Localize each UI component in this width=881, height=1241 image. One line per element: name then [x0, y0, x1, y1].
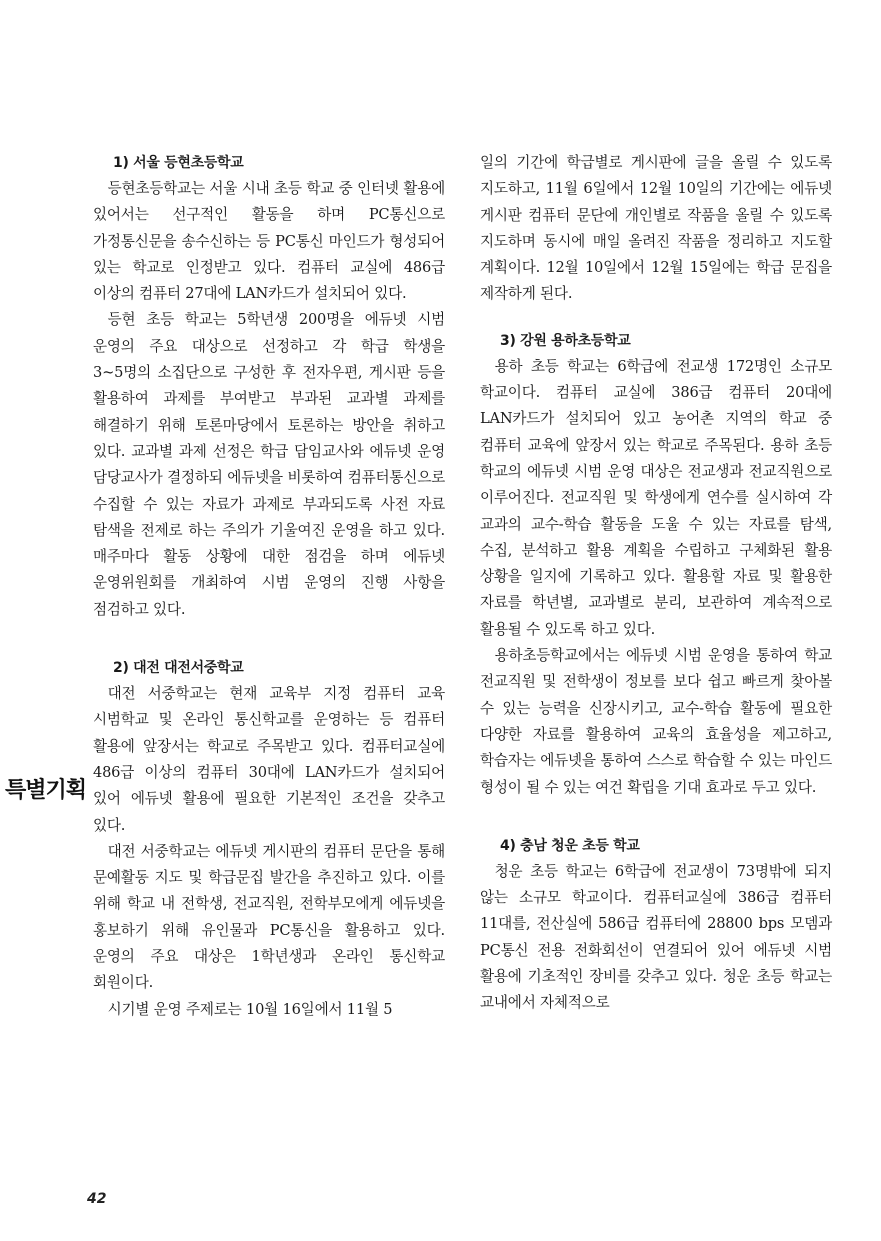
paragraph: 용하 초등 학교는 6학급에 전교생 172명인 소규모 학교이다. 컴퓨터 교실에 386급 컴퓨터 20대에 LAN카드가 설치되어 있고 농어촌 지역의 학교 중 컴퓨터 교육에 앞장서 있는 학교로 주목된다. 용하 초등 학교의 에듀넷 시범 운영 대상은 전교생과 전교직원으로 이루어진다. 전교직원 및 학생에게 연수를 실시하여 각 교과의 교수-학습 활동을 도울 수 있는 자료를 탐색, 수집, 분석하고 활용 계획을 수립하고 구체화된 활용 상황을 일지에 기록하고 있다. 활용할 자료 및 활용한 자료를 학년별, 교과별로 분리, 보관하여 계속적으로 활용될 수 있도록 하고 있다. — [480, 357, 832, 638]
section-heading-deunghyeon: 1) 서울 등현초등학교 — [113, 155, 244, 171]
paragraph-continuation: 일의 기간에 학급별로 게시판에 글을 올릴 수 있도록 지도하고, 11월 6일에서 12월 10일의 기간에는 에듀넷 게시판 컴퓨터 문단에 개인별로 작품을 올릴 수 있도록 지도하며 동시에 매일 올려진 작품을 정리하고 지도할 계획이다. 12월 10일에서 12월 15일에는 학급 문집을 제작하게 된다. — [480, 154, 832, 303]
section-heading-cheongun: 4) 충남 청운 초등 학교 — [500, 837, 640, 854]
paragraph: 등현초등학교는 서울 시내 초등 학교 중 인터넷 활용에 있어서는 선구적인 활동을 하며 PC통신으로 가정통신문을 송수신하는 등 PC통신 마인드가 형성되어 있는 학교로 인정받고 있다. 컴퓨터 교실에 486급 이상의 컴퓨터 27대에 LAN카드가 설치되어 있다. — [93, 180, 445, 303]
section-heading-daejeon-seo: 2) 대전 대전서중학교 — [113, 660, 244, 677]
left-column — [93, 150, 445, 1023]
page-number: 42 — [87, 1191, 107, 1207]
paragraph: 청운 초등 학교는 6학급에 전교생이 73명밖에 되지 않는 소규모 학교이다. 컴퓨터교실에 386급 컴퓨터 11대를, 전산실에 586급 컴퓨터에 28800 bps 모뎀과 PC통신 전용 전화회선이 연결되어 있어 에듀넷 시범 활용에 기초적인 장비를 갖추고 있다. 청운 초등 학교는 교내에서 자체적으로 — [480, 862, 832, 1012]
section-gap — [93, 623, 445, 655]
paragraph: 대전 서중학교는 에듀넷 게시판의 컴퓨터 문단을 통해 문예활동 지도 및 학급문집 발간을 추진하고 있다. 이를 위해 학교 내 전학생, 전교직원, 전학부모에게 에듀넷을 홍보하기 위해 유인물과 PC통신을 활용하고 있다. 운영의 주요 대상은 1학년생과 온라인 통신학교 회원이다. — [93, 842, 445, 992]
paragraph: 용하초등학교에서는 에듀넷 시범 운영을 통하여 학교 전교직원 및 전학생이 정보를 보다 쉽고 빠르게 찾아볼 수 있는 능력을 신장시키고, 교수-학습 활동에 필요한 다양한 자료를 활용하여 교육의 효율성을 제고하고, 학습자는 에듀넷을 통하여 스스로 학습할 수 있는 마인드 형성이 될 수 있는 여건 확립을 기대 효과로 두고 있다. — [480, 647, 832, 796]
paragraph: 등현 초등 학교는 5학년생 200명을 에듀넷 시범 운영의 주요 대상으로 선정하고 각 학급 학생을 3~5명의 소집단으로 구성한 후 전자우편, 게시판 등을 활용하여 과제를 부여받고 부과된 교과별 과제를 해결하기 위해 토론마당에서 토론하는 방안을 취하고 있다. 교과별 과제 선정은 학급 담임교사와 에듀넷 운영 담당교사가 결정하되 에듀넷을 비롯하여 컴퓨터통신으로 수집할 수 있는 자료가 과제로 부과되도록 사전 자료 탐색을 전제로 하는 주의가 기울여진 운영을 하고 있다. 매주마다 활동 상황에 대한 점검을 하며 에듀넷 운영위원회를 개최하여 시범 운영의 진행 사항을 점검하고 있다. — [93, 311, 445, 618]
section-gap — [480, 308, 832, 328]
section-gap — [480, 801, 832, 833]
section-side-tab: 특별기획 — [5, 778, 87, 803]
section-heading-yongha: 3) 강원 용하초등학교 — [500, 332, 631, 349]
paragraph: 시기별 운영 주제로는 10월 16일에서 11월 5 — [107, 1000, 393, 1018]
right-column — [480, 150, 832, 1017]
paragraph: 대전 서중학교는 현재 교육부 지정 컴퓨터 교육 시범학교 및 온라인 통신학교를 운영하는 등 컴퓨터 활용에 앞장서는 학교로 주목받고 있다. 컴퓨터교실에 486급 이상의 컴퓨터 30대에 LAN카드가 설치되어 있어 에듀넷 활용에 필요한 기본적인 조건을 갖추고 있다. — [93, 685, 445, 834]
